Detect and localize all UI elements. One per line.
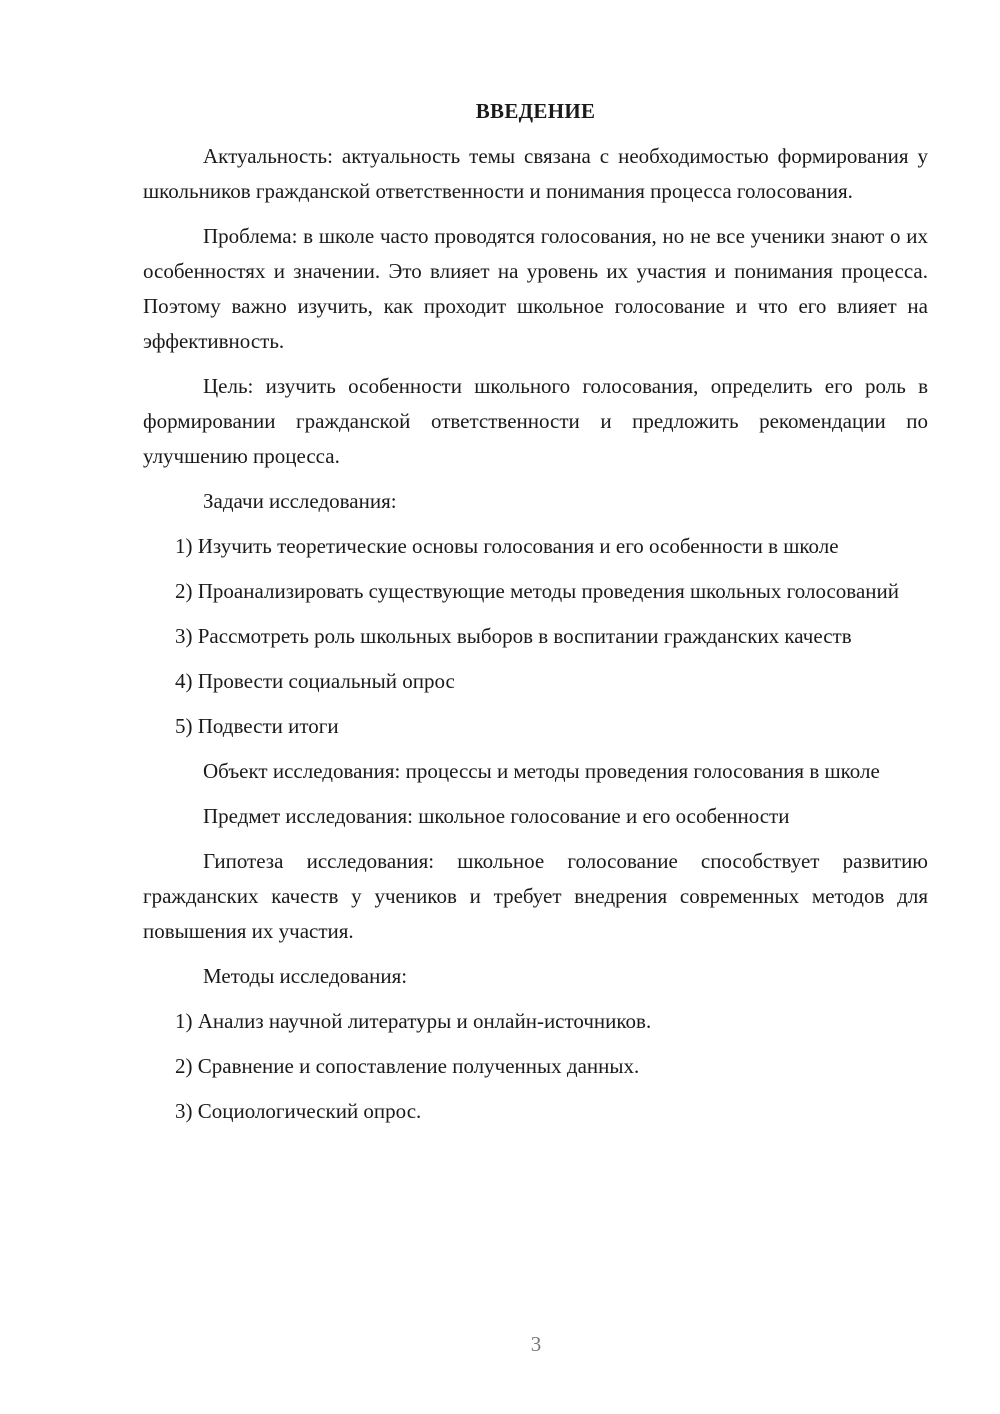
- tasks-heading: Задачи исследования:: [203, 489, 397, 513]
- paragraph-relevance: Актуальность: актуальность темы связана с необходимостью формирования у школьников гражданской ответственности и понимания процесса голосования.: [143, 144, 928, 203]
- task-item-2: 2) Проанализировать существующие методы проведения школьных голосований: [175, 579, 899, 603]
- method-item-2: 2) Сравнение и сопоставление полученных данных.: [175, 1054, 640, 1078]
- task-item-4: 4) Провести социальный опрос: [175, 669, 455, 693]
- paragraph-subject: Предмет исследования: школьное голосование и его особенности: [203, 804, 790, 828]
- paragraph-object: Объект исследования: процессы и методы проведения голосования в школе: [203, 759, 880, 783]
- paragraph-hypothesis: Гипотеза исследования: школьное голосование способствует развитию гражданских качеств у учеников и требует внедрения современных методов для повышения их участия.: [143, 849, 928, 943]
- paragraph-problem: Проблема: в школе часто проводятся голосования, но не все ученики знают о их особенностях и значении. Это влияет на уровень их участия и понимания процесса. Поэтому важно изучить, как проходит школьное голосование и что его влияет на эффективность.: [143, 224, 928, 353]
- method-item-3: 3) Социологический опрос.: [175, 1099, 422, 1123]
- section-title: ВВЕДЕНИЕ: [475, 99, 596, 123]
- paragraph-goal: Цель: изучить особенности школьного голосования, определить его роль в формировании гражданской ответственности и предложить рекомендации по улучшению процесса.: [143, 374, 928, 468]
- method-item-1: 1) Анализ научной литературы и онлайн-источников.: [175, 1009, 652, 1033]
- task-item-5: 5) Подвести итоги: [175, 714, 339, 738]
- page-number: 3: [530, 1332, 542, 1356]
- document-page: [143, 94, 928, 1139]
- methods-heading: Методы исследования:: [203, 964, 408, 988]
- task-item-3: 3) Рассмотреть роль школьных выборов в воспитании гражданских качеств: [175, 624, 852, 648]
- task-item-1: 1) Изучить теоретические основы голосования и его особенности в школе: [175, 534, 839, 558]
